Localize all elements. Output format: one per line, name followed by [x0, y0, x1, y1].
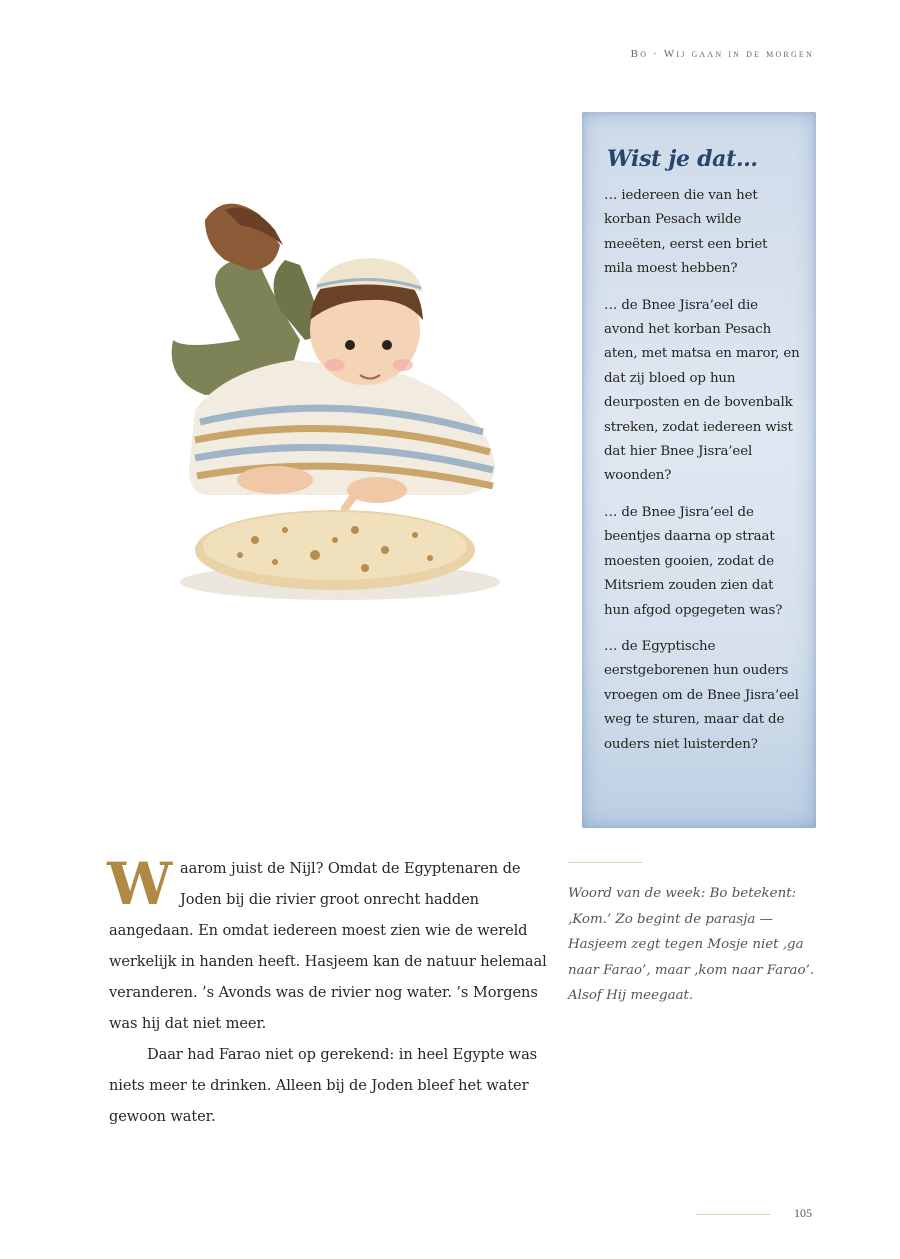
- did-you-know-sidebar: [582, 112, 816, 828]
- footer-divider: [696, 1214, 770, 1215]
- drop-cap: W: [107, 850, 173, 918]
- sidebar-title: Wist je dat…: [607, 146, 758, 172]
- sidebar-item: … de Bnee Jisra’eel de beentjes daarna op straat moesten gooien, zodat de Mitsriem zouden zien dat hun afgod opgegeten was?: [604, 504, 783, 618]
- body-text: [107, 850, 549, 1132]
- sidebar-item: … de Egyptische eerstgeborenen hun ouders vroegen om de Bnee Jisra’eel weg te sturen, maar dat de ouders niet luisterden?: [604, 638, 799, 752]
- boy-with-matsa-illustration: [165, 190, 510, 620]
- body-paragraph: [107, 850, 549, 1039]
- page-number: 105: [794, 1206, 812, 1220]
- sidebar-list: [604, 184, 800, 769]
- running-head: Bo · Wij gaan in de morgen: [630, 48, 814, 60]
- sidebar-item: … iedereen die van het korban Pesach wilde meeëten, eerst een briet mila moest hebben?: [604, 188, 768, 277]
- body-paragraph: Daar had Farao niet op gerekend: in heel Egypte was niets meer te drinken. Alleen bij de Joden bleef het water gewoon water.: [109, 1046, 538, 1125]
- paragraph-text: aarom juist de Nijl? Omdat de Egyptenaren de Joden bij die rivier groot onrecht hadden aangedaan. En omdat iedereen moest zien wie de wereld werkelijk in handen heeft. Hasjeem kan de natuur helemaal veranderen. ’s Avonds was de rivier nog water. ’s Morgens was hij dat niet meer.: [109, 860, 547, 1032]
- word-of-the-week-note: Woord van de week: Bo betekent: ‚Kom.’ Zo begint de parasja — Hasjeem zegt tegen Mosje niet ‚ga naar Farao’, maar ‚kom naar Farao’. Alsof Hij meegaat.: [568, 886, 815, 1004]
- note-divider: [568, 862, 642, 863]
- sidebar-item: … de Bnee Jisra’eel die avond het korban Pesach aten, met matsa en maror, en dat zij bloed op hun deurposten en de bovenbalk streken, zodat iedereen wist dat hier Bnee Jisra’eel woonden?: [604, 297, 800, 484]
